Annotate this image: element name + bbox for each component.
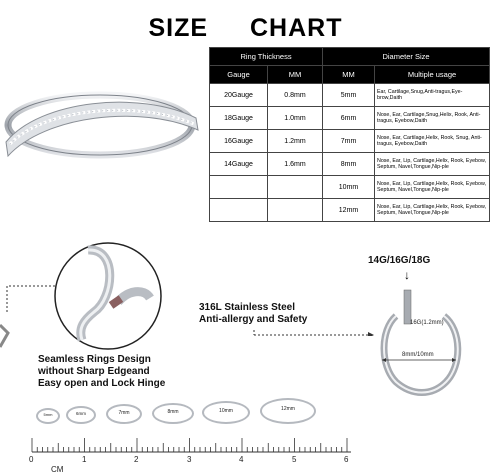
ring-7mm: 7mm [106, 404, 142, 424]
ring-12mm: 12mm [260, 398, 316, 424]
arrow-down-icon: ↓ [404, 268, 410, 282]
ruler-number: 5 [292, 455, 297, 464]
cell-usage: Nose, Ear, Lip, Cartilage,Helix, Rook, Eyebow, Septum, Navel,Tongue,Nip-ple [375, 199, 490, 222]
features-line3: Easy open and Lock Hinge [38, 378, 166, 389]
features-text [38, 354, 165, 390]
cell-mm [268, 176, 323, 199]
ring-5mm: 5mm [36, 408, 60, 424]
cell-mm: 1.6mm [268, 153, 323, 176]
cell-mm [268, 199, 323, 222]
steel-line1: 316L Stainless Steel [199, 302, 295, 313]
cell-gauge: 20Gauge [210, 84, 268, 107]
cell-gauge [210, 199, 268, 222]
table-row [210, 107, 490, 130]
table-row [210, 199, 490, 222]
cell-gauge [210, 176, 268, 199]
cell-diameter: 6mm [323, 107, 375, 130]
hinge-closeup-image [48, 240, 168, 352]
table-row [210, 153, 490, 176]
ruler-unit: CM [51, 465, 64, 474]
cell-gauge: 14Gauge [210, 153, 268, 176]
diameter-label: 8mm/10mm [402, 352, 434, 358]
header-diameter-size: Diameter Size [323, 48, 490, 66]
cell-mm: 1.2mm [268, 130, 323, 153]
cell-diameter: 8mm [323, 153, 375, 176]
title-size: SIZE [148, 14, 209, 42]
header-ring-thickness: Ring Thickness [210, 48, 323, 66]
table-subheader-row [210, 66, 490, 84]
gauges-label: 14G/16G/18G [368, 255, 431, 266]
ruler-number: 0 [29, 455, 34, 464]
cell-gauge: 18Gauge [210, 107, 268, 130]
title-chart: CHART [249, 14, 343, 42]
steel-info [199, 302, 307, 326]
col-gauge: Gauge [210, 66, 268, 84]
cell-usage: Nose, Ear, Lip, Cartilage,Helix, Rook, Eyebow, Septum, Navel,Tongue,Nip-ple [375, 153, 490, 176]
ring-6mm: 6mm [66, 406, 96, 424]
size-rings-row [36, 398, 316, 426]
hinge-ring-diagram [376, 286, 462, 398]
cell-usage: Ear, Cartilage,Snug,Anti-tragus,Eye-brow,Daith [375, 84, 490, 107]
cell-diameter: 7mm [323, 130, 375, 153]
col-mm-diameter: MM [323, 66, 375, 84]
ring-8mm: 8mm [152, 403, 194, 424]
ruler-numbers [26, 455, 356, 467]
ring-product-image [0, 80, 205, 185]
cell-usage: Nose, Ear, Cartilage,Snug,Helix, Rook, Anti-tragus, Eyebow,Daith [375, 107, 490, 130]
features-line1: Seamless Rings Design [38, 354, 151, 365]
cell-usage: Nose, Ear, Cartilage,Helix, Rook, Snug, Anti-tragus, Eyebow,Daith [375, 130, 490, 153]
thickness-label: 16G(1.2mm) [410, 320, 444, 326]
ruler-number: 6 [344, 455, 349, 464]
table-header-row [210, 48, 490, 66]
ruler-number: 1 [82, 455, 87, 464]
cell-diameter: 5mm [323, 84, 375, 107]
ruler-number: 2 [134, 455, 139, 464]
ruler-number: 3 [187, 455, 192, 464]
cell-diameter: 12mm [323, 199, 375, 222]
cell-mm: 0.8mm [268, 84, 323, 107]
page-title [0, 14, 491, 43]
col-mm: MM [268, 66, 323, 84]
steel-connector [250, 328, 375, 336]
table-row [210, 176, 490, 199]
cell-usage: Nose, Ear, Lip, Cartilage,Helix, Rook, Eyebow, Septum, Navel,Tongue,Nip-ple [375, 176, 490, 199]
cell-mm: 1.0mm [268, 107, 323, 130]
steel-line2: Anti-allergy and Safety [199, 314, 308, 325]
size-table [209, 47, 490, 222]
ring-10mm: 10mm [202, 401, 250, 424]
cell-diameter: 10mm [323, 176, 375, 199]
ruler-number: 4 [239, 455, 244, 464]
features-line2: without Sharp Edgeand [38, 366, 150, 377]
table-row [210, 84, 490, 107]
cell-gauge: 16Gauge [210, 130, 268, 153]
ruler [26, 436, 356, 454]
col-multiple-usage: Multiple usage [375, 66, 490, 84]
table-row [210, 130, 490, 153]
